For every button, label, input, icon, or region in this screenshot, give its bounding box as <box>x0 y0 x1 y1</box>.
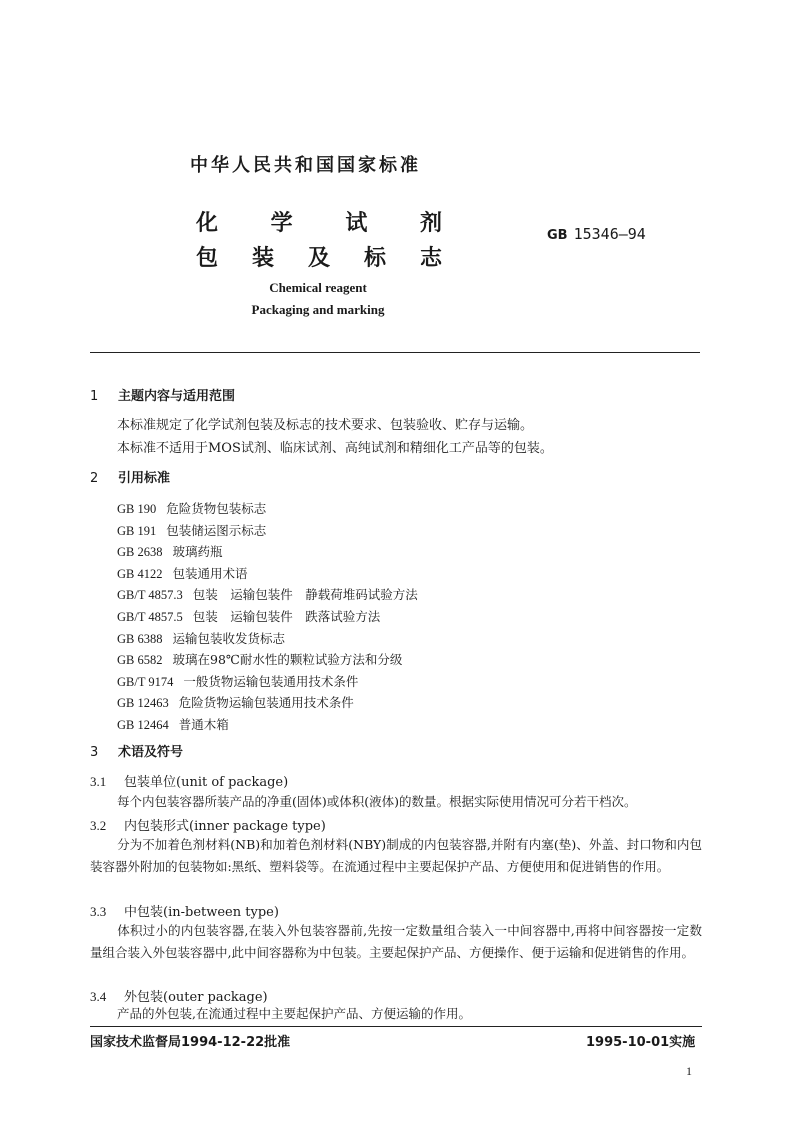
term-title: 包装单位(unit of package) <box>124 775 289 790</box>
reference-title: 包装 运输包装件 跌落试验方法 <box>192 608 381 624</box>
standard-number <box>547 225 646 243</box>
term-definition <box>90 834 702 878</box>
reference-code: GB/T 4857.5 <box>117 609 183 624</box>
term-heading <box>90 901 279 920</box>
title-char: 剂 <box>419 211 442 236</box>
standard-code: 15346—94 <box>573 225 646 243</box>
reference-title: 包装通用术语 <box>172 565 248 581</box>
term-title: 中包装(in-between type) <box>124 905 279 920</box>
reference-code: GB 12463 <box>117 696 169 711</box>
section-3-heading <box>90 741 183 760</box>
title-char: 化 <box>196 211 219 236</box>
term-number: 3.1 <box>90 774 107 789</box>
term-number: 3.2 <box>90 818 107 833</box>
reference-title: 危险货物包装标志 <box>166 501 267 516</box>
title-char: 标 <box>363 246 386 271</box>
approval-statement: 国家技术监督局1994-12-22批准 <box>90 1035 291 1050</box>
section-title: 主题内容与适用范围 <box>118 389 236 404</box>
reference-title: 运输包装收发货标志 <box>172 630 286 646</box>
reference-list <box>117 498 418 736</box>
reference-title: 玻璃药瓶 <box>172 544 223 560</box>
term-heading <box>90 771 288 790</box>
reference-item <box>117 628 418 650</box>
reference-title: 包装储运图示标志 <box>166 522 267 538</box>
title-char: 试 <box>345 211 368 236</box>
term-definition <box>90 920 702 964</box>
title-char: 装 <box>251 246 274 271</box>
reference-code: GB/T 9174 <box>117 674 174 689</box>
section-title: 引用标准 <box>118 471 171 486</box>
term-definition <box>90 1003 702 1025</box>
reference-item <box>117 714 418 736</box>
term-number: 3.3 <box>90 904 107 919</box>
page-number: 1 <box>686 1064 692 1078</box>
reference-title: 玻璃在98℃耐水性的颗粒试验方法和分级 <box>172 652 403 668</box>
reference-title: 包装 运输包装件 静载荷堆码试验方法 <box>192 587 418 603</box>
reference-title: 危险货物运输包装通用技术条件 <box>178 695 354 711</box>
title-char: 志 <box>419 246 442 271</box>
term-title: 外包装(outer package) <box>124 990 268 1005</box>
reference-item <box>117 671 418 693</box>
reference-code: GB 2638 <box>117 545 163 560</box>
reference-item <box>117 692 418 714</box>
term-text: 每个内包装容器所装产品的净重(固体)或体积(液体)的数量。根据实际使用情况可分若干档次。 <box>117 794 637 809</box>
term-number: 3.4 <box>90 989 107 1004</box>
section-2-heading <box>90 467 170 486</box>
reference-code: GB 6388 <box>117 631 163 646</box>
title-cn-line1 <box>196 206 442 237</box>
section-number: 1 <box>90 389 99 404</box>
title-en-line1: Chemical reagent <box>269 280 367 295</box>
term-text: 产品的外包装,在流通过程中主要起保护产品、方便运输的作用。 <box>117 1006 471 1021</box>
title-char: 学 <box>270 211 293 236</box>
effective-date: 1995-10-01实施 <box>586 1035 696 1050</box>
section-number: 3 <box>90 745 99 760</box>
term-text: 体积过小的内包装容器,在装入外包装容器前,先按一定数量组合装入一中间容器中,再将中间容器按一定数量组合装入外包装容器中,此中间容器称为中包装。主要起保护产品、方便操作、便于运输和促进销售的作用。 <box>90 923 702 960</box>
section-title: 术语及符号 <box>118 745 184 760</box>
standard-prefix: GB <box>547 228 568 243</box>
reference-item <box>117 649 418 671</box>
title-en-line2: Packaging and marking <box>251 302 385 317</box>
header-divider <box>90 352 700 353</box>
term-heading <box>90 815 326 834</box>
reference-item <box>117 498 418 520</box>
term-definition <box>90 791 702 813</box>
term-text: 分为不加着色剂材料(NB)和加着色剂材料(NBY)制成的内包装容器,并附有内塞(垫)、外盖、封口物和内包装容器外附加的包装物如:黑纸、塑料袋等。在流通过程中主要起保护产品、方便使用和促进销售的作用。 <box>90 837 702 874</box>
reference-code: GB 12464 <box>117 717 169 732</box>
reference-title: 普通木箱 <box>178 716 229 732</box>
reference-item <box>117 606 418 628</box>
title-char: 及 <box>307 246 330 271</box>
reference-item <box>117 541 418 563</box>
reference-code: GB 6582 <box>117 653 163 668</box>
footer-divider <box>90 1026 702 1027</box>
reference-item <box>117 584 418 606</box>
reference-code: GB 4122 <box>117 566 163 581</box>
reference-item <box>117 520 418 542</box>
section-1-heading <box>90 385 235 404</box>
reference-title: 一般货物运输包装通用技术条件 <box>183 673 359 689</box>
section-1-paragraph: 本标准不适用于MOS试剂、临床试剂、高纯试剂和精细化工产品等的包装。 <box>117 441 553 456</box>
title-char: 包 <box>196 246 219 271</box>
title-cn-line2 <box>196 241 442 272</box>
section-number: 2 <box>90 471 99 486</box>
reference-code: GB 190 <box>117 502 157 516</box>
section-1-paragraph: 本标准规定了化学试剂包装及标志的技术要求、包装验收、贮存与运输。 <box>117 418 534 433</box>
reference-code: GB 191 <box>117 523 157 538</box>
reference-code: GB/T 4857.3 <box>117 588 183 603</box>
term-title: 内包装形式(inner package type) <box>124 819 326 834</box>
reference-item <box>117 563 418 585</box>
national-standard-heading: 中华人民共和国国家标准 <box>190 155 421 176</box>
